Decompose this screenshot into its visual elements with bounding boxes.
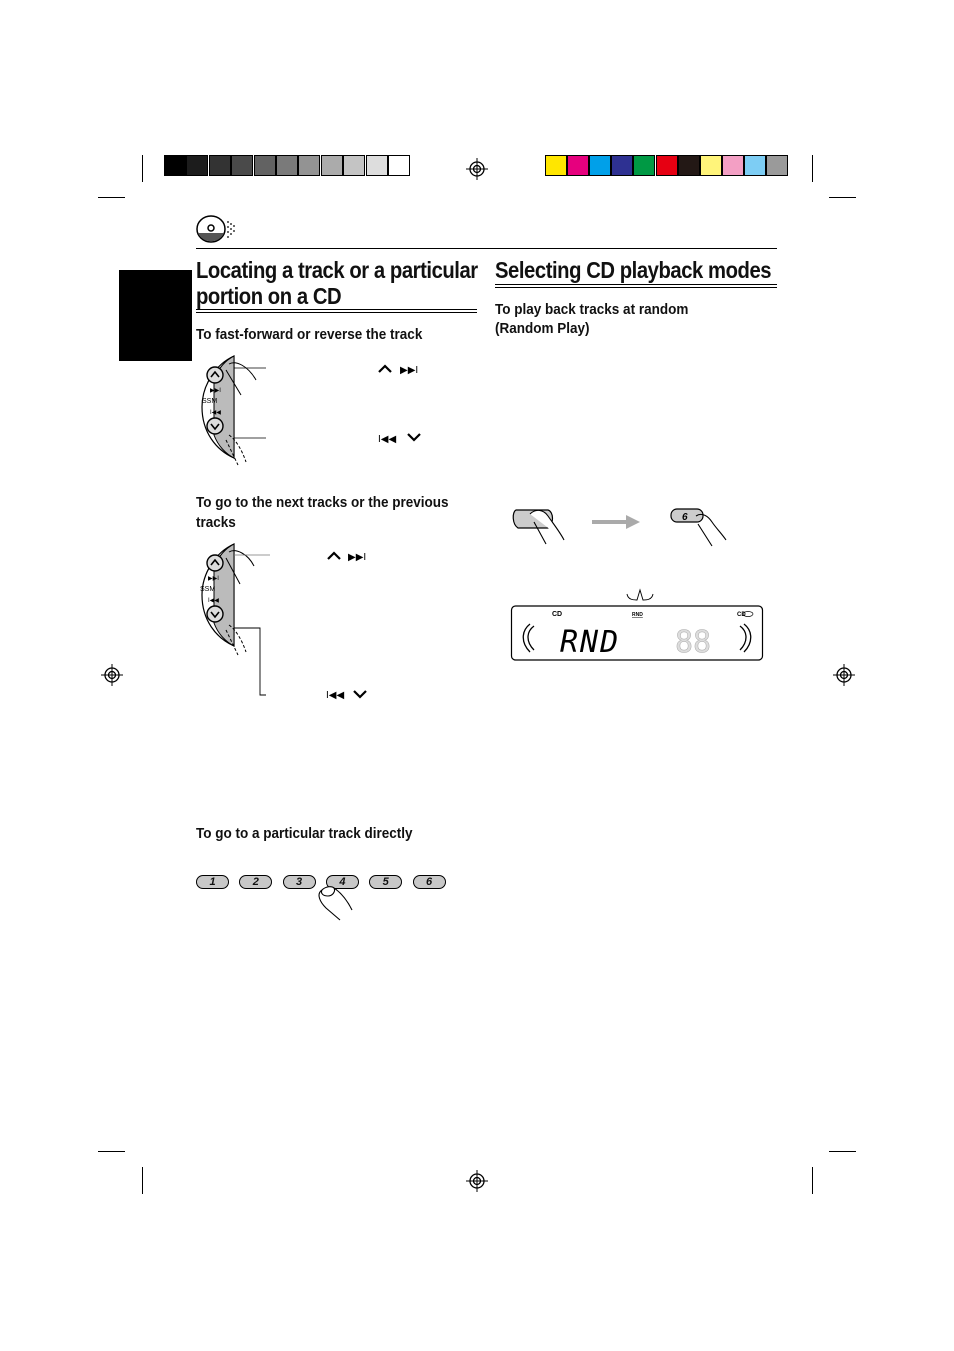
number-button-4[interactable]: 4 [326,875,359,889]
color-swatch [722,155,744,176]
color-swatch [611,155,633,176]
crop-mark [98,1151,125,1152]
color-swatch [678,155,700,176]
svg-text:88: 88 [675,625,712,660]
crop-mark [829,197,856,198]
crop-mark [98,197,125,198]
svg-text:CD: CD [737,612,746,618]
number-button-1[interactable]: 1 [196,875,229,889]
gray-swatch [254,155,276,176]
lcd-display [510,588,765,663]
svg-text:CD: CD [552,611,563,618]
gray-swatch [321,155,343,176]
next-prev-heading-line2: tracks [196,514,236,531]
header-rule [196,248,777,249]
crop-mark [812,155,813,182]
title-double-rule [196,312,477,313]
number-button-5[interactable]: 5 [369,875,402,889]
section-title-line2: portion on a CD [196,283,342,309]
finger-press-icon [312,884,362,924]
color-swatch [766,155,788,176]
svg-text:6: 6 [682,512,688,523]
registration-target-icon [466,1170,488,1192]
gray-swatch [388,155,410,176]
svg-text:▶▶I: ▶▶I [210,388,221,394]
color-swatch [633,155,655,176]
gray-swatch [298,155,320,176]
svg-text:SSM: SSM [200,586,216,593]
svg-text:RND: RND [632,612,643,618]
language-tab [119,270,192,361]
title-double-rule [495,284,777,285]
gray-swatch [186,155,208,176]
svg-text:I◀◀: I◀◀ [326,690,345,701]
color-swatch [656,155,678,176]
gray-swatch [164,155,186,176]
color-swatch [589,155,611,176]
number-button-6[interactable]: 6 [413,875,446,889]
svg-text:I◀◀: I◀◀ [208,598,219,604]
gray-swatch [209,155,231,176]
svg-text:▶▶I: ▶▶I [348,552,367,563]
title-double-rule [196,309,477,310]
svg-text:▶▶I: ▶▶I [400,365,419,376]
color-swatch [545,155,567,176]
section-title-line1: Locating a track or a particular [196,257,478,283]
cd-disc-icon [196,214,240,244]
gray-swatch [343,155,365,176]
color-swatch [567,155,589,176]
right-section-title: Selecting CD playback modes [495,257,772,283]
gray-swatch [366,155,388,176]
registration-target-icon [466,158,488,180]
press-sequence-illustration [508,500,738,552]
crop-mark [142,155,143,182]
registration-target-icon [833,664,855,686]
title-double-rule [495,287,777,288]
color-swatch [744,155,766,176]
random-heading-line2: (Random Play) [495,320,590,337]
svg-text:SSM: SSM [202,398,218,405]
track-skip-panel-illustration [196,540,386,710]
gray-swatch [276,155,298,176]
svg-text:RND: RND [560,625,621,660]
crop-mark [142,1167,143,1194]
track-control-panel-illustration [196,350,436,475]
gray-swatch [231,155,253,176]
fast-forward-heading: To fast-forward or reverse the track [196,326,423,343]
color-swatch [700,155,722,176]
number-button-2[interactable]: 2 [239,875,272,889]
svg-text:I◀◀: I◀◀ [378,434,397,445]
crop-mark [829,1151,856,1152]
number-button-3[interactable]: 3 [283,875,316,889]
crop-mark [812,1167,813,1194]
registration-target-icon [101,664,123,686]
next-prev-heading-line1: To go to the next tracks or the previous [196,494,449,511]
svg-text:▶▶I: ▶▶I [208,576,219,582]
random-heading-line1: To play back tracks at random [495,301,689,318]
direct-track-heading: To go to a particular track directly [196,825,413,842]
svg-text:I◀◀: I◀◀ [210,410,221,416]
